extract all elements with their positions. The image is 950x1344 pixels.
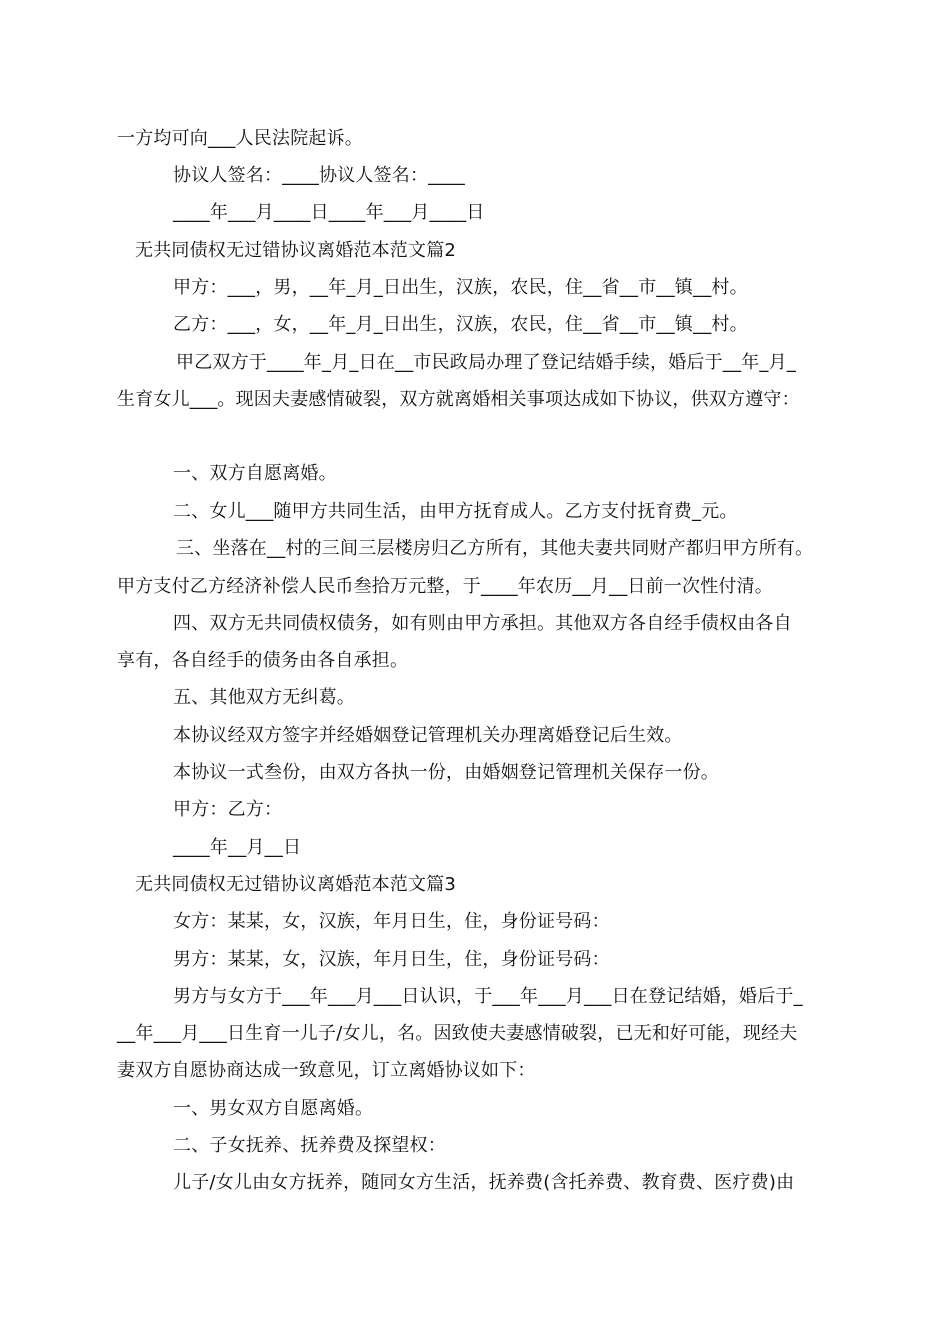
text-line: 享有，各自经手的债务由各自承担。	[117, 650, 409, 671]
text-line: 二、女儿___随甲方共同生活，由甲方抚育成人。乙方支付抚育费_元。	[173, 501, 738, 522]
text-line: 二、子女抚养、抚养费及探望权：	[173, 1135, 446, 1156]
text-line: 本协议一式叁份，由双方各执一份，由婚姻登记管理机关保存一份。	[173, 762, 719, 783]
text-line: 本协议经双方签字并经婚姻登记管理机关办理离婚登记后生效。	[173, 725, 683, 746]
text-line: 四、双方无共同债权债务，如有则由甲方承担。其他双方各自经手债权由各自	[173, 613, 792, 634]
text-line: __年___月___日生育一儿子/女儿，名。因致使夫妻感情破裂，已无和好可能，现经夫	[117, 1023, 798, 1044]
text-line: 甲方：___，男，__年_月_日出生，汉族，农民，住__省__市__镇__村。	[173, 277, 748, 298]
text-line: 乙方：___，女，__年_月_日出生，汉族，农民，住__省__市__镇__村。	[173, 314, 748, 335]
text-line: 甲方支付乙方经济补偿人民币叁拾万元整，于____年农历__月__日前一次性付清。	[117, 576, 773, 597]
text-line: 三、坐落在__村的三间三层楼房归乙方所有，其他夫妻共同财产都归甲方所有。	[176, 538, 814, 559]
text-line: 协议人签名：____协议人签名：____	[173, 165, 465, 186]
text-line: 一方均可向___人民法院起诉。	[117, 128, 363, 149]
text-line: 男方：某某，女，汉族，年月日生，住，身份证号码：	[173, 949, 610, 970]
section-heading: 无共同债权无过错协议离婚范本范文篇2	[135, 240, 457, 261]
text-line: 儿子/女儿由女方抚养，随同女方生活，抚养费(含托养费、教育费、医疗费)由	[173, 1172, 795, 1193]
section-heading: 无共同债权无过错协议离婚范本范文篇3	[135, 874, 457, 895]
text-line: 女方：某某，女，汉族，年月日生，住，身份证号码：	[173, 911, 610, 932]
text-line: 男方与女方于___年___月___日认识，于___年___月___日在登记结婚，婚后于_	[173, 986, 803, 1007]
text-line: 一、双方自愿离婚。	[173, 463, 337, 484]
text-line: 生育女儿___。现因夫妻感情破裂，双方就离婚相关事项达成如下协议，供双方遵守：	[117, 389, 800, 410]
text-line: 一、男女双方自愿离婚。	[173, 1098, 374, 1119]
text-line: 妻双方自愿协商达成一致意见，订立离婚协议如下：	[117, 1060, 536, 1081]
text-line: 甲乙双方于____年_月_日在__市民政局办理了登记结婚手续，婚后于__年_月_	[176, 352, 796, 373]
text-line: 甲方：乙方：	[173, 799, 283, 820]
text-line: ____年___月____日____年___月____日	[173, 202, 485, 223]
text-line: ____年__月__日	[173, 837, 302, 858]
text-line: 五、其他双方无纠葛。	[173, 687, 355, 708]
